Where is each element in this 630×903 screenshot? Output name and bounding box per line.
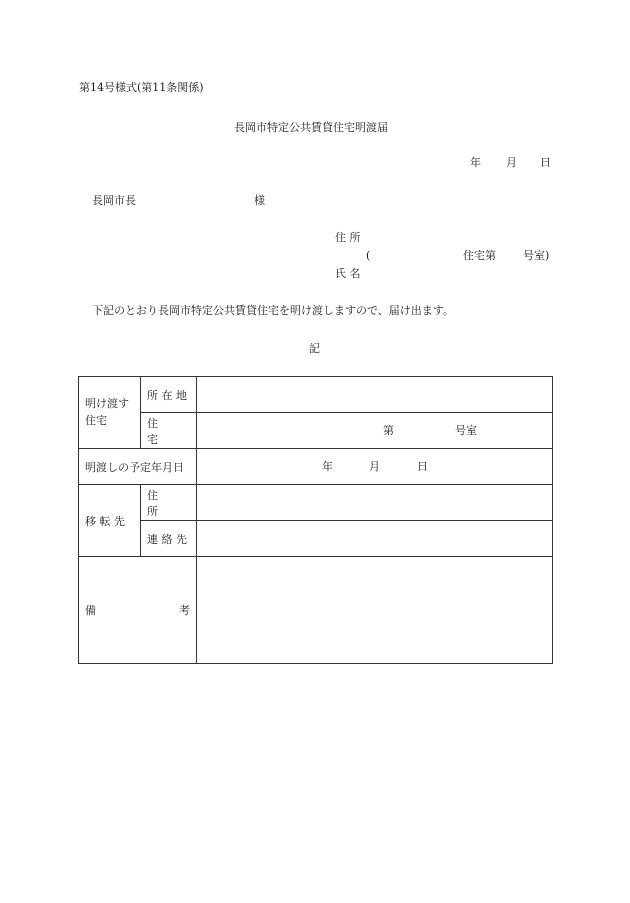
housing-label-cell: [141, 413, 197, 449]
vacate-housing-label-cell: [79, 377, 141, 449]
remarks-label: [85, 602, 190, 618]
document-title: 長岡市特定公共賃貸住宅明渡届: [234, 121, 388, 134]
planned-date-row: [79, 449, 553, 485]
dest-address-label-cell: [141, 485, 197, 521]
location-input-cell[interactable]: [197, 377, 553, 413]
remarks-label-2: 考: [179, 604, 190, 617]
applicant-room-label: 号室): [523, 249, 550, 262]
planned-year: 年: [322, 460, 333, 473]
destination-label: 移 転 先: [85, 514, 125, 528]
destination-contact-row: [79, 521, 553, 557]
location-row: [79, 377, 553, 413]
applicant-name-label: 氏 名: [335, 267, 361, 280]
dest-contact-input-cell[interactable]: [197, 521, 553, 557]
date-month-label: 月: [506, 156, 517, 169]
applicant-open-paren: (: [366, 249, 371, 262]
applicant-address-label: 住 所: [335, 231, 361, 244]
addressee-name: 長岡市長: [92, 194, 136, 207]
remarks-row: [79, 557, 553, 664]
remarks-input-cell[interactable]: [197, 557, 553, 664]
date-day-label: 日: [540, 156, 551, 169]
destination-label-cell: [79, 485, 141, 557]
housing-label: 住 宅: [147, 416, 180, 446]
planned-date-label: 明渡しの予定年月日: [85, 460, 184, 474]
remarks-label-cell: [79, 557, 197, 664]
date-year-label: 年: [470, 156, 481, 169]
statement-text: 下記のとおり長岡市特定公共賃貸住宅を明け渡しますので、届け出ます。: [92, 304, 454, 317]
vacate-housing-label: 明け渡す住宅: [85, 397, 129, 427]
dest-contact-label-cell: [141, 521, 197, 557]
form-number: 第14号様式(第11条関係): [79, 81, 204, 94]
planned-day: 日: [417, 460, 428, 473]
addressee-honorific: 様: [254, 194, 265, 207]
ki-heading: 記: [309, 342, 320, 355]
planned-month: 月: [369, 460, 380, 473]
remarks-label-1: 備: [85, 604, 96, 617]
housing-goshitsu: 号室: [455, 424, 477, 437]
planned-date-label-cell: [79, 449, 197, 485]
planned-date-input-cell[interactable]: [197, 449, 553, 485]
vacate-form-table: [78, 376, 553, 664]
applicant-housing-label: 住宅第: [463, 249, 496, 262]
dest-address-label: 住 所: [147, 488, 180, 518]
housing-dai: 第: [383, 424, 394, 437]
destination-address-row: [79, 485, 553, 521]
location-label: 所 在 地: [147, 388, 187, 402]
housing-input-cell[interactable]: [197, 413, 553, 449]
housing-row: [79, 413, 553, 449]
location-label-cell: [141, 377, 197, 413]
dest-address-input-cell[interactable]: [197, 485, 553, 521]
dest-contact-label: 連 絡 先: [147, 532, 187, 546]
